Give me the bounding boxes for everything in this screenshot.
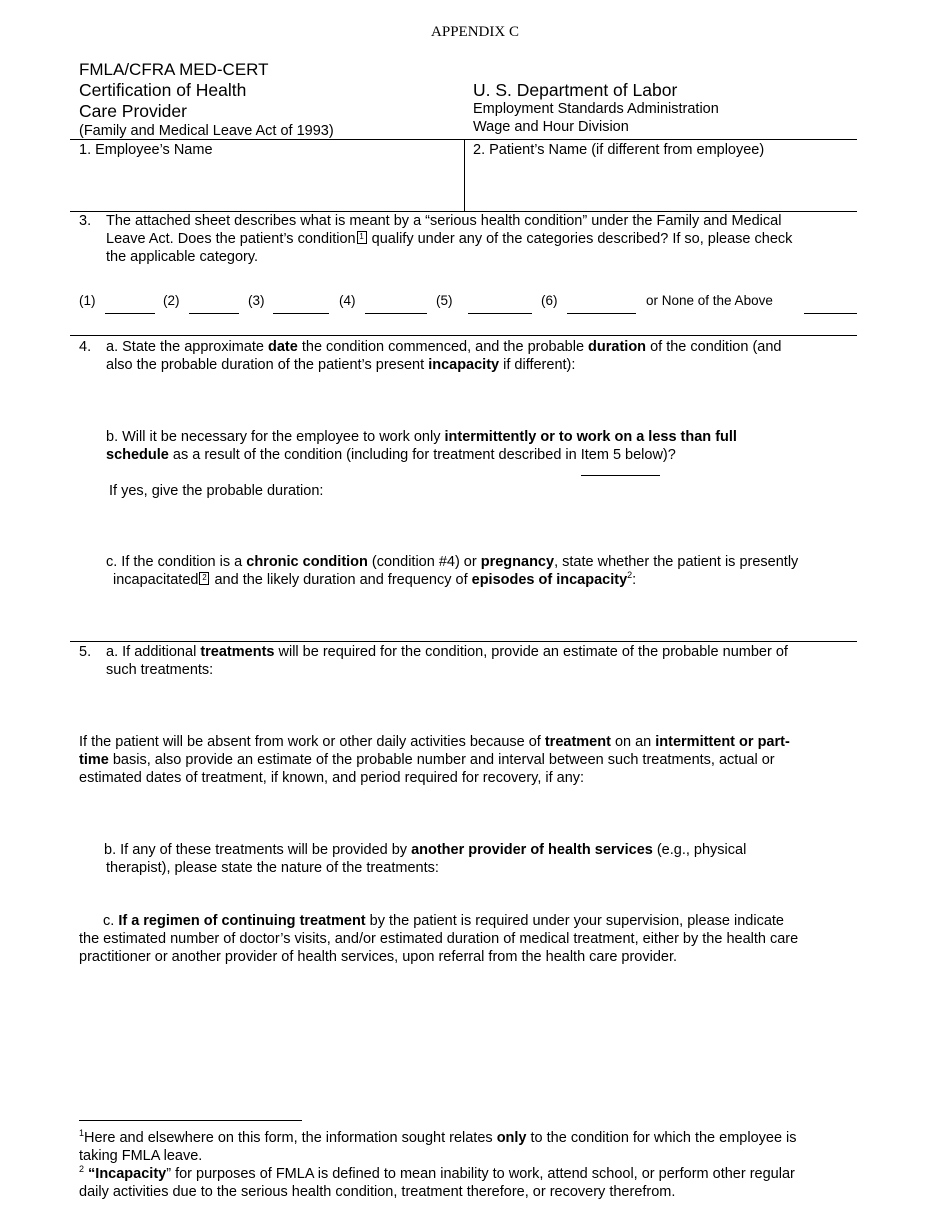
patient-name-label: 2. Patient’s Name (if different from employee): [473, 142, 765, 158]
category-1-blank[interactable]: [105, 313, 155, 314]
employee-name-field[interactable]: [80, 162, 458, 208]
q5a-text: a. If additional treatments will be required for the condition, provide an estimate of the probable number of such treatments:: [106, 644, 788, 678]
category-3-blank[interactable]: [273, 313, 329, 314]
q5b-answer-area[interactable]: [106, 879, 851, 909]
q5b-text: b. If any of these treatments will be provided by another provider of health services (e.g., physical therapist), please state the nature of the treatments:: [104, 842, 747, 876]
name-fields-separator: [464, 139, 465, 211]
footnote-1: $^1$Here and elsewhere on this form, the information sought relates only to the condition for which the employee is taking FMLA leave.: [79, 1128, 797, 1164]
category-4-blank[interactable]: [365, 313, 427, 314]
category-6-blank[interactable]: [567, 313, 636, 314]
q4b-text: b. Will it be necessary for the employee to work only intermittently or to work on a less than full schedule as a result of the condition (including for treatment described in Item 5 below)?: [106, 429, 737, 463]
q4a-answer-area[interactable]: [106, 376, 851, 422]
appendix-title: APPENDIX C: [431, 24, 519, 40]
employee-name-label: 1. Employee’s Name: [79, 142, 213, 158]
q4b-duration-label: If yes, give the probable duration:: [109, 483, 324, 499]
category-6-label: (6): [541, 293, 558, 308]
none-of-above-label: or None of the Above: [646, 293, 773, 308]
footnote-2: $^2$ “Incapacity” for purposes of FMLA is defined to mean inability to work, attend school, or perform other regular daily activities due to the serious health condition, treatment therefore, or recovery therefrom.: [79, 1164, 795, 1200]
form-title-line2: Care Provider: [79, 101, 187, 121]
q5-number: 5.: [79, 644, 92, 660]
form-id: FMLA/CFRA MED-CERT: [79, 60, 269, 79]
footnote-1-ref: 1: [357, 231, 367, 244]
division-name: Wage and Hour Division: [473, 119, 629, 135]
category-3-label: (3): [248, 293, 265, 308]
q4-bottom-divider: [70, 641, 857, 642]
admin-name: Employment Standards Administration: [473, 101, 719, 117]
category-2-blank[interactable]: [189, 313, 239, 314]
q5-treatment-answer-area[interactable]: [79, 790, 849, 834]
q5c-answer-area[interactable]: [79, 968, 849, 1108]
category-1-label: (1): [79, 293, 96, 308]
footnote-separator: [79, 1120, 302, 1121]
agency-name: U. S. Department of Labor: [473, 80, 678, 100]
q4b-yes-no-blank[interactable]: [581, 475, 660, 476]
category-5-label: (5): [436, 293, 453, 308]
form-title-line1: Certification of Health: [79, 80, 247, 100]
q5-paragraph: If the patient will be absent from work or other daily activities because of treatment on an intermittent or part- time basis, also provide an estimate of the probable number and interval between such treatments, actual or estimated dates of treatment, if known, and period required for recovery, if any:: [79, 734, 790, 786]
category-4-label: (4): [339, 293, 356, 308]
category-2-label: (2): [163, 293, 180, 308]
patient-name-field[interactable]: [470, 162, 852, 208]
q4b-duration-field[interactable]: [345, 482, 850, 522]
q4c-answer-area[interactable]: [106, 592, 851, 636]
act-name: (Family and Medical Leave Act of 1993): [79, 123, 334, 139]
none-of-above-blank[interactable]: [804, 313, 857, 314]
q5c-text: c. If a regimen of continuing treatment by the patient is required under your supervision, please indicate the estimated number of doctor’s visits, and/or estimated duration of medical treatment, either by the health care practitioner or another provider of health services, upon referral from the health care provider.: [79, 913, 799, 965]
q3-text: The attached sheet describes what is meant by a “serious health condition” under the Family and Medical Leave Act. Does the patient’s condition 1 qualify under any of the categories described? If so, please check the applicable category.: [106, 213, 793, 265]
q3-bottom-divider: [70, 335, 857, 336]
q5a-answer-area[interactable]: [106, 681, 851, 727]
q4c-text: c. If the condition is a chronic condition (condition #4) or pregnancy, state whether the patient is presently incapacitated 2 and the likely duration and frequency of episodes of incapacity$^2$:: [106, 554, 799, 588]
q3-number: 3.: [79, 213, 92, 229]
category-5-blank[interactable]: [468, 313, 532, 314]
q4-number: 4.: [79, 339, 92, 355]
q4a-text: a. State the approximate date the condition commenced, and the probable duration of the condition (and also the probable duration of the patient’s present incapacity if different):: [106, 339, 782, 373]
footnote-2-ref: 2: [199, 572, 209, 585]
